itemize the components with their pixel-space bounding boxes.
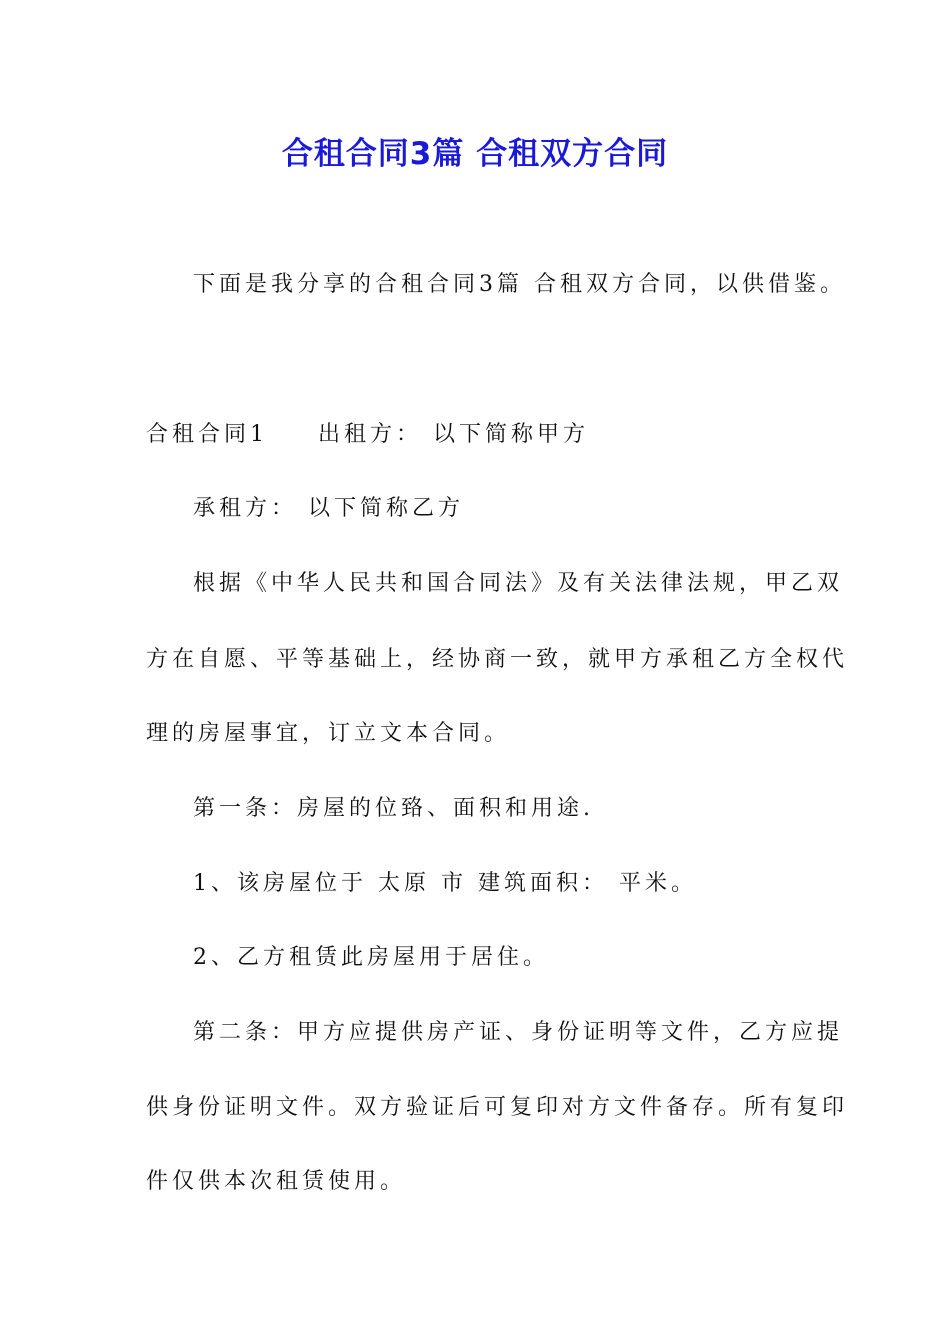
lessee-line: 承租方： 以下简称乙方 xyxy=(193,496,464,521)
article-1-item-2: 2、乙方租赁此房屋用于居住。 xyxy=(193,945,549,970)
paragraph-1-line-2: 方在自愿、平等基础上，经协商一致，就甲方承租乙方全权代 xyxy=(146,647,849,672)
article-2-line-1: 第二条：甲方应提供房产证、身份证明等文件，乙方应提 xyxy=(193,1020,844,1045)
intro-text: 下面是我分享的合租合同3篇 合租双方合同，以供借鉴。 xyxy=(193,272,846,297)
article-1-item-1: 1、该房屋位于 太原 市 建筑面积： 平米。 xyxy=(193,871,697,896)
article-1-heading: 第一条：房屋的位臵、面积和用途. xyxy=(193,796,594,821)
paragraph-1-line-3: 理的房屋事宜，订立文本合同。 xyxy=(146,721,511,746)
article-2-line-2: 供身份证明文件。双方验证后可复印对方文件备存。所有复印 xyxy=(146,1095,849,1120)
lessor-line: 出租方： 以下简称甲方 xyxy=(318,422,589,447)
document-title: 合租合同3篇 合租双方合同 xyxy=(281,136,669,172)
article-2-line-3: 件仅供本次租赁使用。 xyxy=(146,1169,407,1194)
paragraph-1-line-1: 根据《中华人民共和国合同法》及有关法律法规，甲乙双 xyxy=(193,571,844,596)
contract-heading-row xyxy=(146,420,589,450)
contract-label: 合租合同1 xyxy=(146,422,268,447)
